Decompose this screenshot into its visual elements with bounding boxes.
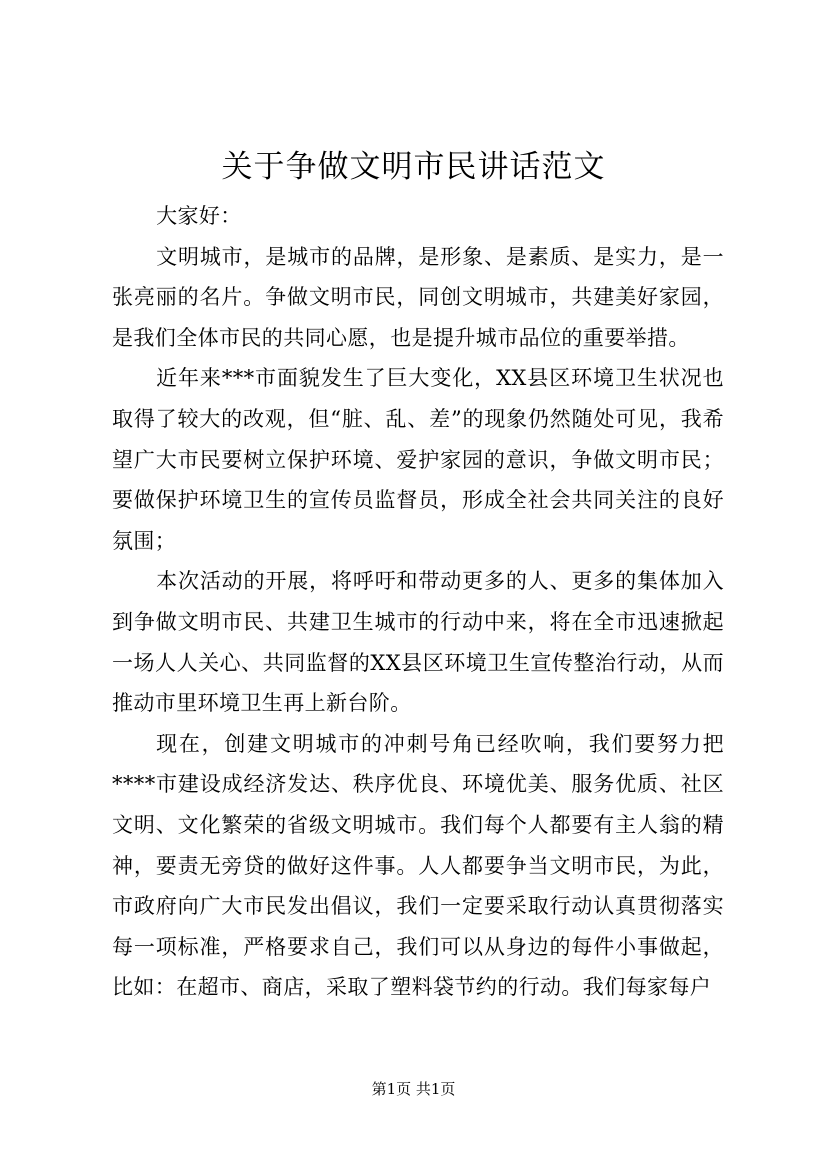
paragraph-greeting: 大家好： — [156, 204, 242, 228]
paragraph-1: 文明城市，是城市的品牌，是形象、是素质、是实力，是一张亮丽的名片。争做文明市民，同创文明城市，共建美好家园，是我们全体市民的共同心愿，也是提升城市品位的重要举措。 — [112, 244, 724, 350]
document-body — [112, 196, 724, 1008]
paragraph-2: 近年来***市面貌发生了巨大变化，XX县区环境卫生状况也取得了较大的改观，但“脏、乱、差”的现象仍然随处可见，我希望广大市民要树立保护环境、爱护家园的意识，争做文明市民；要做保护环境卫生的宣传员监督员，形成全社会共同关注的良好氛围； — [112, 366, 724, 553]
paragraph-4: 现在，创建文明城市的冲刺号角已经吹响，我们要努力把****市建设成经济发达、秩序优良、环境优美、服务优质、社区文明、文化繁荣的省级文明城市。我们每个人都要有主人翁的精神，要责无旁贷的做好这件事。人人都要争当文明市民，为此，市政府向广大市民发出倡议，我们一定要采取行动认真贯彻落实每一项标准，严格要求自己，我们可以从身边的每件小事做起，比如：在超市、商店，采取了塑料袋节约的行动。我们每家每户 — [112, 731, 724, 1000]
page-number-footer: 第1页 共1页 — [371, 1080, 456, 1098]
paragraph-3: 本次活动的开展，将呼吁和带动更多的人、更多的集体加入到争做文明市民、共建卫生城市的行动中来，将在全市迅速掀起一场人人关心、共同监督的XX县区环境卫生宣传整治行动，从而推动市里环境卫生再上新台阶。 — [112, 569, 724, 716]
document-title: 关于争做文明市民讲话范文 — [221, 149, 606, 185]
